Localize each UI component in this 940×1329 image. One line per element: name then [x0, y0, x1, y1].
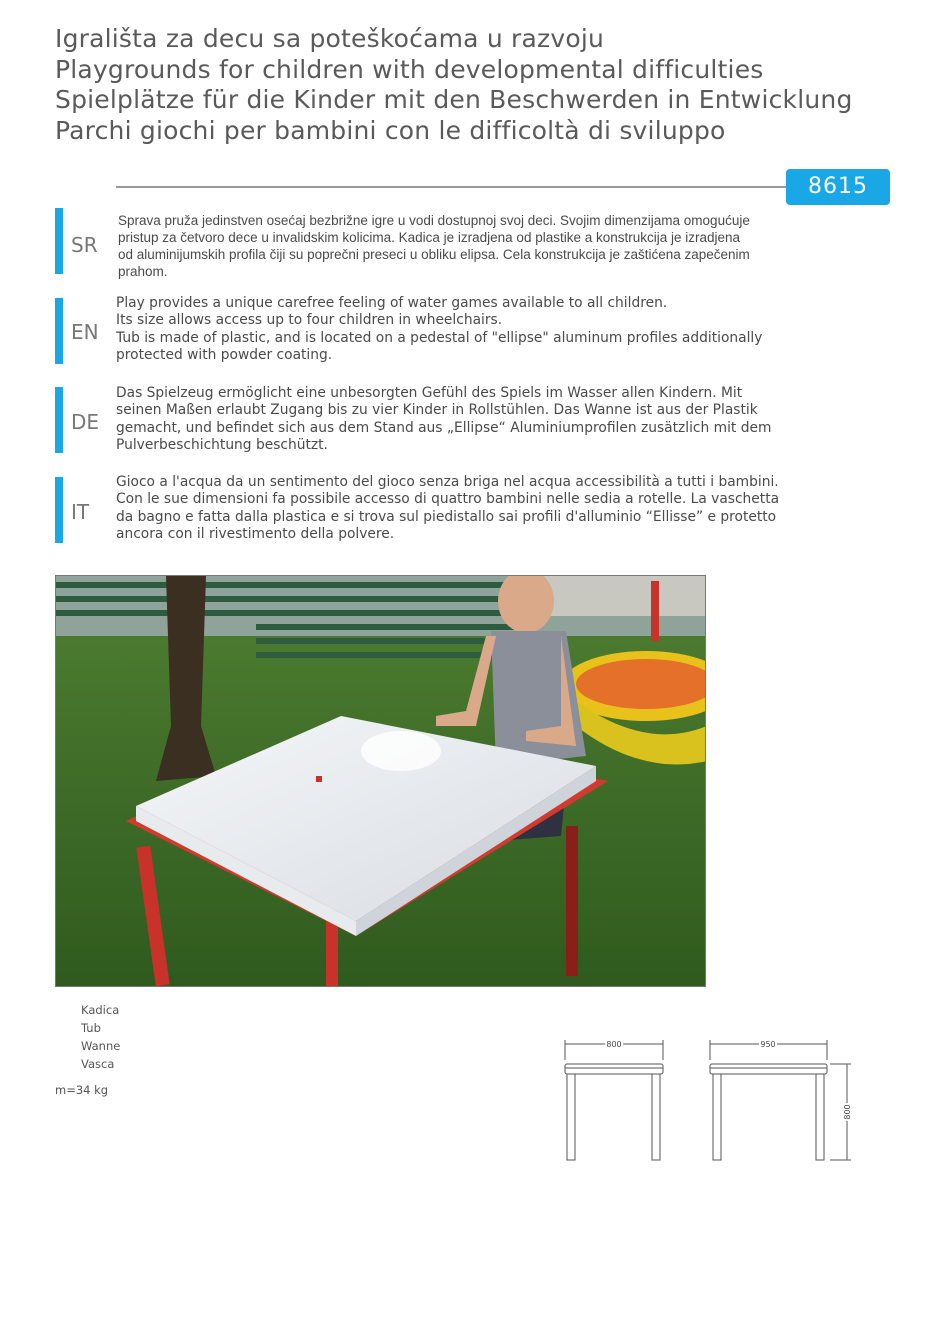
product-code-badge: 8615: [786, 169, 890, 205]
lang-bar-sr: [55, 208, 63, 274]
lang-bar-de: [55, 387, 63, 453]
lang-code-de: DE: [71, 410, 100, 434]
front-view-drawing: [565, 1040, 663, 1160]
lang-bar-en: [55, 298, 63, 364]
lang-code-it: IT: [71, 500, 90, 524]
header-divider: [116, 186, 788, 188]
title-sr: Igrališta za decu sa poteškoćama u razvoju: [55, 24, 605, 53]
product-labels: [81, 1001, 120, 1073]
front-width-dimension: 800: [606, 1040, 622, 1049]
lang-code-en: EN: [71, 320, 99, 344]
lang-code-sr: SR: [71, 233, 98, 257]
label-en: Tub: [81, 1021, 101, 1035]
lang-bar-it: [55, 477, 63, 543]
height-dimension: 800: [843, 1104, 852, 1120]
title-de: Spielplätze für die Kinder mit den Beschwerden in Entwicklung: [55, 85, 853, 114]
description-sr: Sprava pruža jedinstven osećaj bezbrižne igre u vodi dostupnoj svoj deci. Svojim dimenzijama omogućuje pristup za četvoro dece u invalidskim kolicima. Kadica je izradjena od plastike a konstrukcija je izradjena od aluminijumskih profila čiji su poprečni preseci u obliku elipsa. Cela konstrukcija je zaštićena zapečenim prahom.: [118, 213, 750, 279]
mass-value: m=34 kg: [55, 1083, 109, 1097]
title-block: [55, 24, 915, 146]
label-sr: Kadica: [81, 1003, 120, 1017]
photo-illustration: [56, 576, 706, 987]
side-width-dimension: 950: [760, 1040, 776, 1049]
side-view-drawing: [710, 1040, 851, 1160]
description-it: Gioco a l'acqua da un sentimento del gioco senza briga nel acqua accessibilità a tutti i bambini. Con le sue dimensioni fa possibile accesso di quattro bambini nelle sedia a rotelle. La vaschetta da bagno e fatta dalla plastica e si trova sul piedistallo sai profili d'alluminio “Ellisse” e protetto ancora con il rivestimento della polvere.: [116, 474, 780, 542]
description-de: Das Spielzeug ermöglicht eine unbesorgten Gefühl des Spiels im Wasser allen Kindern. Mit seinen Maßen erlaubt Zugang bis zu vier Kinder in Rollstühlen. Das Wanne ist aus der Plastik gemacht, und befindet sich aus dem Stand aus „Ellipse“ Aluminiumprofilen zusätzlich mit dem Pulverbeschichtung beschützt.: [116, 385, 772, 453]
product-photo: [55, 575, 706, 987]
technical-drawings: [555, 1030, 865, 1170]
label-it: Vasca: [81, 1057, 115, 1071]
label-de: Wanne: [81, 1039, 121, 1053]
title-it: Parchi giochi per bambini con le difficoltà di sviluppo: [55, 115, 726, 145]
title-en: Playgrounds for children with developmental difficulties: [55, 54, 764, 84]
description-en: Play provides a unique carefree feeling of water games available to all children. Its size allows access up to four children in wheelchairs. Tub is made of plastic, and is located on a pedestal of "ellipse" aluminum profiles additionally protected with powder coating.: [116, 295, 763, 363]
